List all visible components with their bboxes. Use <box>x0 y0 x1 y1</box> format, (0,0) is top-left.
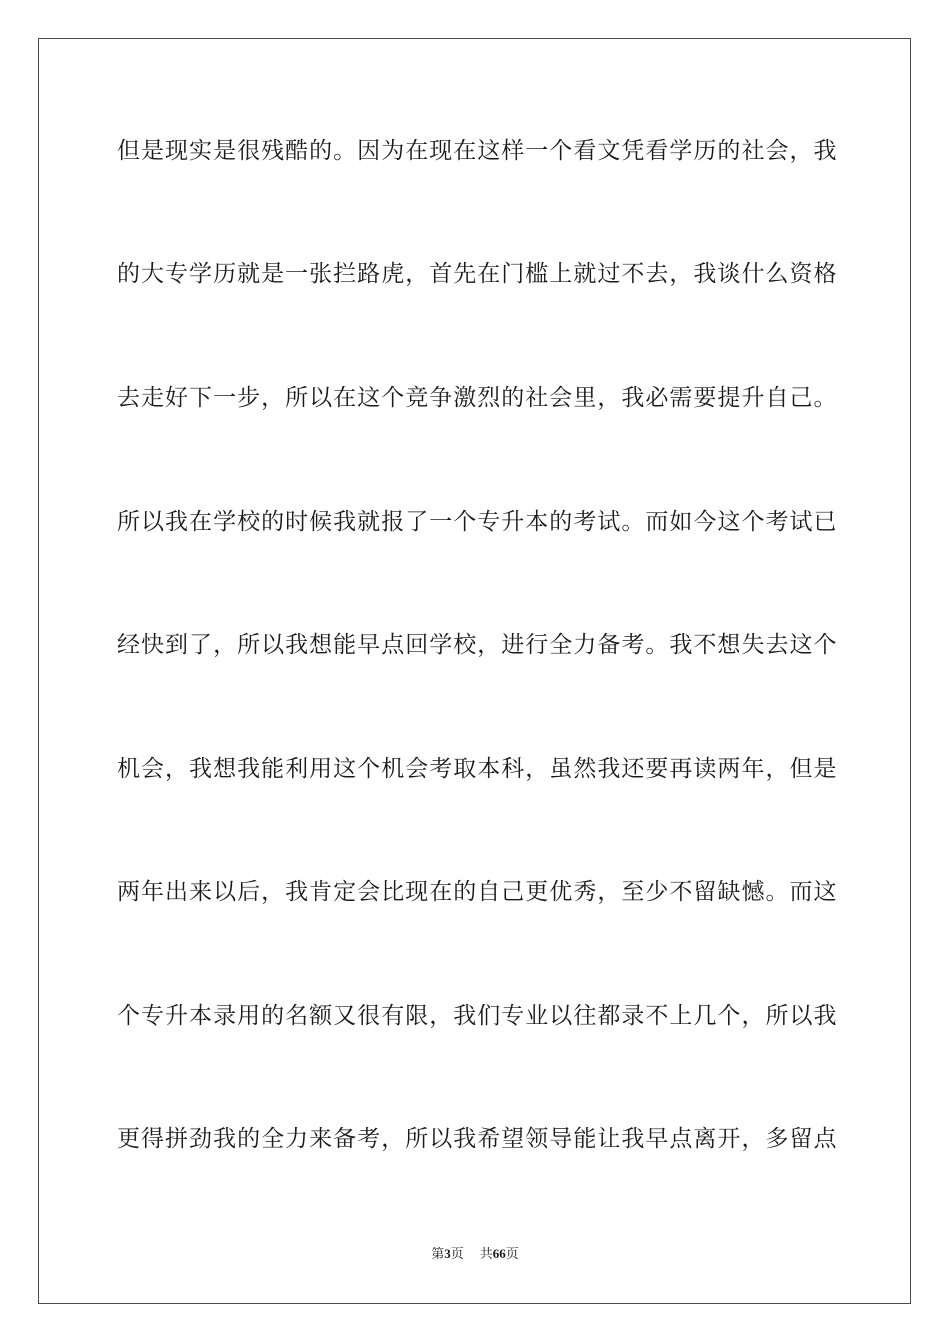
total-prefix: 共 <box>479 1247 493 1262</box>
text-line: 经快到了，所以我想能早点回学校，进行全力备考。我不想失去这个 <box>117 632 837 658</box>
page-footer <box>0 1245 950 1264</box>
text-line: 的大专学历就是一张拦路虎，首先在门槛上就过不去，我谈什么资格 <box>117 261 837 287</box>
total-pages: 66 <box>492 1246 506 1261</box>
text-line: 两年出来以后，我肯定会比现在的自己更优秀，至少不留缺憾。而这 <box>117 879 837 905</box>
page-prefix: 第 <box>431 1247 445 1262</box>
total-suffix: 页 <box>505 1247 519 1262</box>
text-line: 机会，我想我能利用这个机会考取本科，虽然我还要再读两年，但是 <box>117 756 837 782</box>
text-line: 个专升本录用的名额又很有限，我们专业以往都录不上几个，所以我 <box>117 1003 837 1029</box>
text-line: 更得拼劲我的全力来备考，所以我希望领导能让我早点离开，多留点 <box>117 1126 837 1152</box>
page-number: 3 <box>444 1246 451 1261</box>
text-line: 但是现实是很残酷的。因为在现在这样一个看文凭看学历的社会，我 <box>117 138 837 164</box>
text-line: 所以我在学校的时候我就报了一个专升本的考试。而如今这个考试已 <box>117 509 837 535</box>
text-line: 去走好下一步，所以在这个竞争激烈的社会里，我必需要提升自己。 <box>117 385 837 411</box>
page-suffix: 页 <box>450 1247 464 1262</box>
page-border <box>38 38 911 1304</box>
